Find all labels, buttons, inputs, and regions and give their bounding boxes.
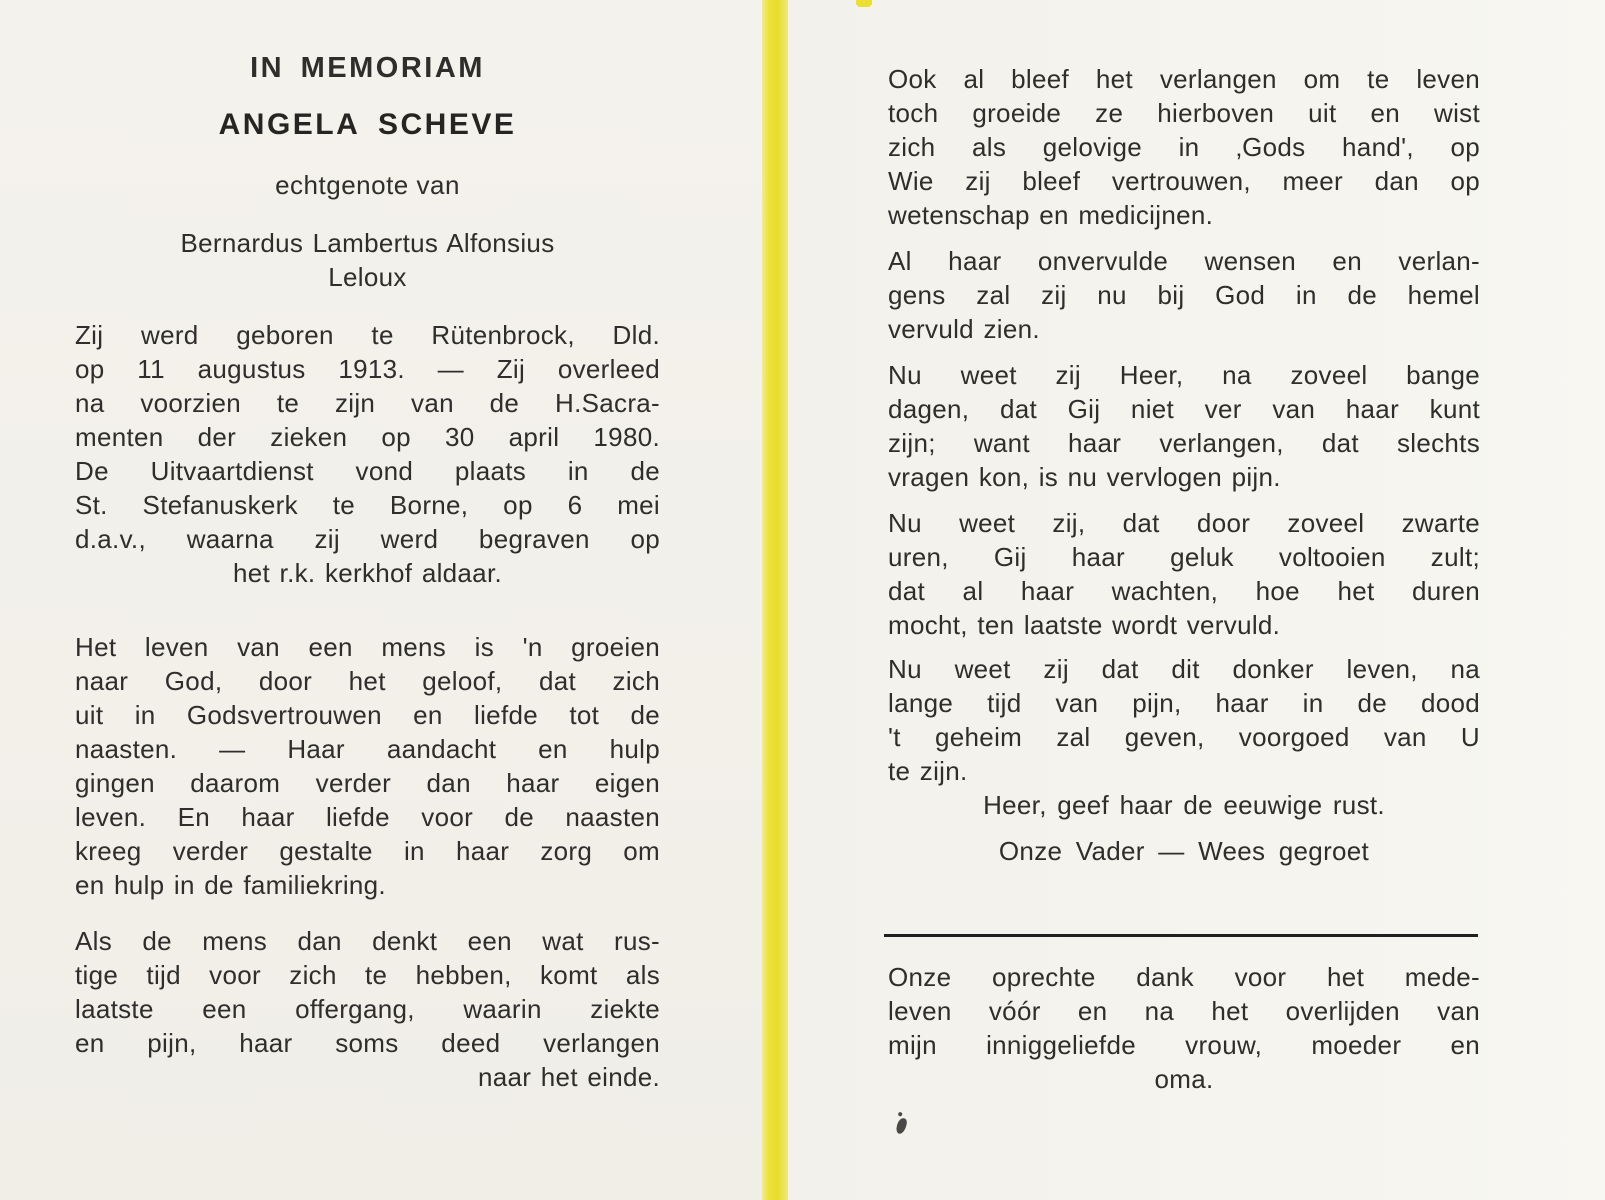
text-line: Nu weet zij, dat door zoveel zwarte	[888, 508, 1480, 538]
text-line: zijn; want haar verlangen, dat slechts	[888, 428, 1480, 458]
text-line: lange tijd van pijn, haar in de dood	[888, 688, 1480, 718]
text-line: 't geheim zal geven, voorgoed van U	[888, 722, 1480, 752]
text-line: vervuld zien.	[888, 314, 1040, 344]
text-line: naar het einde.	[478, 1062, 660, 1092]
text-line: dat al haar wachten, hoe het duren	[888, 576, 1480, 606]
relation-label: echtgenote van	[275, 170, 460, 200]
text-line: Ook al bleef het verlangen om te leven	[888, 64, 1480, 94]
text-line: Al haar onvervulde wensen en verlan-	[888, 246, 1480, 276]
right-page-text	[888, 0, 1480, 1200]
text-line: wetenschap en medicijnen.	[888, 200, 1214, 230]
text-line: gens zal zij nu bij God in de hemel	[888, 280, 1480, 310]
text-line: na voorzien te zijn van de H.Sacra-	[75, 388, 660, 418]
thanks-paragraph	[888, 960, 1480, 1096]
text-line: uit in Godsvertrouwen en liefde tot de	[75, 700, 660, 730]
in-memoriam-heading: IN MEMORIAM	[250, 52, 485, 84]
left-page-text	[75, 0, 660, 1200]
text-line: Leloux	[328, 262, 407, 292]
eternal-rest-line: Heer, geef haar de eeuwige rust.	[983, 790, 1385, 820]
verse-paragraph-3	[888, 652, 1480, 788]
text-line: Wie zij bleef vertrouwen, meer dan op	[888, 166, 1480, 196]
text-line: het r.k. kerkhof aldaar.	[232, 558, 502, 588]
text-line: zich als gelovige in ‚Gods hand', op	[888, 132, 1480, 162]
spouse-name	[75, 226, 660, 294]
text-line: kreeg verder gestalte in haar zorg om	[75, 836, 660, 866]
text-line: De Uitvaartdienst vond plaats in de	[75, 456, 660, 486]
fold-nub	[856, 0, 872, 7]
text-line: Als de mens dan denkt een wat rus-	[75, 926, 660, 956]
text-line: naasten. — Haar aandacht en hulp	[75, 734, 660, 764]
divider-rule	[884, 934, 1478, 937]
text-line: mijn inniggeliefde vrouw, moeder en	[888, 1030, 1480, 1060]
text-line: Zij werd geboren te Rütenbrock, Dld.	[75, 320, 660, 350]
fulfilment-paragraph	[888, 244, 1480, 346]
text-line: naar God, door het geloof, dat zich	[75, 666, 660, 696]
text-line: oma.	[1154, 1064, 1214, 1094]
closing-paragraph	[75, 924, 660, 1094]
text-line: te zijn.	[888, 756, 968, 786]
text-line: mocht, ten laatste wordt vervuld.	[888, 610, 1281, 640]
text-line: toch groeide ze hierboven uit en wist	[888, 98, 1480, 128]
reflection-paragraph	[75, 630, 660, 902]
deceased-name: ANGELA SCHEVE	[218, 108, 517, 141]
text-line: Nu weet zij dat dit donker leven, na	[888, 654, 1480, 684]
text-line: Het leven van een mens is 'n groeien	[75, 632, 660, 662]
text-line: leven. En haar liefde voor de naasten	[75, 802, 660, 832]
text-line: Onze oprechte dank voor het mede-	[888, 962, 1480, 992]
text-line: d.a.v., waarna zij werd begraven op	[75, 524, 660, 554]
verse-paragraph-2	[888, 506, 1480, 642]
text-line: en hulp in de familiekring.	[75, 870, 386, 900]
text-line: op 11 augustus 1913. — Zij overleed	[75, 354, 660, 384]
text-line: menten der zieken op 30 april 1980.	[75, 422, 660, 452]
text-line: tige tijd voor zich te hebben, komt als	[75, 960, 660, 990]
text-line: laatste een offergang, waarin ziekte	[75, 994, 660, 1024]
verse-paragraph-1	[888, 358, 1480, 494]
text-line: leven vóór en na het overlijden van	[888, 996, 1480, 1026]
text-line: gingen daarom verder dan haar eigen	[75, 768, 660, 798]
hope-paragraph	[888, 62, 1480, 232]
text-line: Nu weet zij Heer, na zoveel bange	[888, 360, 1480, 390]
center-fold-band	[762, 0, 788, 1200]
text-line: en pijn, haar soms deed verlangen	[75, 1028, 660, 1058]
biography-paragraph	[75, 318, 660, 590]
text-line: St. Stefanuskerk te Borne, op 6 mei	[75, 490, 660, 520]
text-line: Bernardus Lambertus Alfonsius	[180, 228, 555, 258]
text-line: vragen kon, is nu vervlogen pijn.	[888, 462, 1281, 492]
prayers-line: Onze Vader — Wees gegroet	[998, 836, 1370, 866]
text-line: uren, Gij haar geluk voltooien zult;	[888, 542, 1480, 572]
text-line: dagen, dat Gij niet ver van haar kunt	[888, 394, 1480, 424]
